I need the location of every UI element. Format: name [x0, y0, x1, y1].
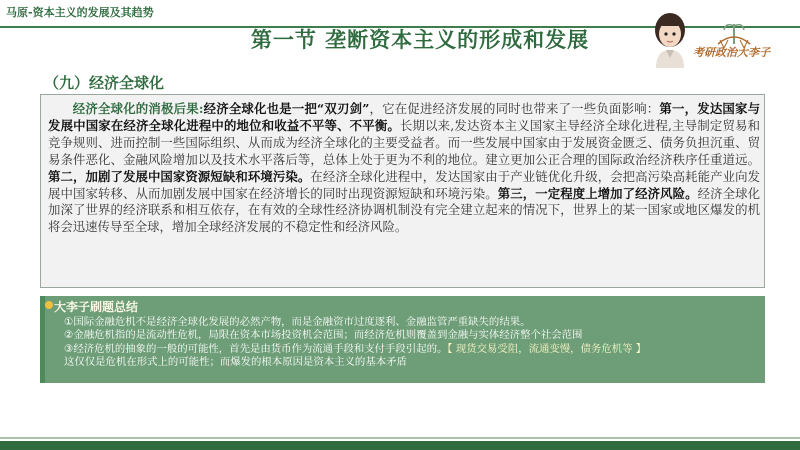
course-label: 马原-资本主义的发展及其趋势 — [6, 6, 154, 19]
content-point-1: 第一，发达国家与发展中国家在经济全球化进程中的地位和收益不平等、不平衡。 — [48, 101, 761, 133]
summary-item-3-text: ③经济危机的抽象的一般的可能性，首先是由货币作为流通手段和支付手段引起的。 — [64, 342, 448, 355]
content-sentence-4: 长期以来,发达资本主义国家主导经济全球化进程,主导制定贸易和竞争规则、进而控制一些国际组织、从而成为经济全球化的主要受益者。而一些发展中国家由于发展资金匮乏、债务负担沉重、贸易条件恶化、金融风险增加以及技术水平落后等，总体上处于更为不利的地位。建立更加公正合理的国际政治经济秩序任重道远。 — [48, 117, 760, 167]
content-point-2: 第二，加剧了发展中国家资源短缺和环境污染。 — [48, 168, 311, 184]
content-sentence-8: 经济全球化加深了世界的经济联系和相互依存，在有效的全球性经济协调机制没有完全建立起来的情况下，世界上的某一国家或地区爆发的机将会迅速传导至全球，增加全球经济发展的不稳定性和经济风险。 — [48, 185, 761, 235]
logo-text: 考研政治大李子 — [693, 46, 770, 59]
summary-item-3 — [64, 343, 754, 356]
leaf-icon — [44, 300, 54, 310]
content-sentence-1: 经济全球化也是一把“双刃剑” — [203, 101, 370, 116]
content-sentence-6: 在经济全球化进程中，发达国家由于产业链优化升级，会把高污染高耗能产业向发展中国家转移、从而加剧发展中国家在经济增长的同时出现资源短缺和环境污染。 — [48, 168, 761, 201]
summary-item-3-note: 【 现货交易受阻，流通变慢，债务危机等 】 — [447, 342, 647, 355]
page-title: 第一节 垄断资本主义的形成和发展 — [250, 27, 590, 52]
bottom-divider — [0, 437, 800, 439]
content-lead: 经济全球化的消极后果: — [72, 101, 204, 116]
content-sentence-2: ，它在促进经济发展的同时也带来了一些负面影响： — [369, 101, 660, 116]
summary-item-1: ①国际金融危机不是经济全球化发展的必然产物，而是金融资市过度逐利、金融监管严重缺失的结果。 — [64, 316, 531, 328]
summary-title: 大李子刷题总结 — [54, 300, 139, 314]
summary-item-2: ②金融危机指的是流动性危机，局限在资本市场投资机会范围；而经济危机则覆盖到金融与实体经济整个社会范围 — [64, 329, 583, 342]
section-heading: （九）经济全球化 — [44, 74, 165, 92]
avatar-illustration — [650, 8, 690, 68]
content-point-3: 第三，一定程度上增加了经济风险。 — [497, 185, 698, 201]
bottom-bar — [0, 441, 800, 450]
summary-item-4: 这仅仅是危机在形式上的可能性；而爆发的根本原因是资本主义的基本矛盾 — [64, 355, 407, 368]
summary-list — [64, 316, 754, 369]
content-paragraph — [48, 101, 760, 236]
